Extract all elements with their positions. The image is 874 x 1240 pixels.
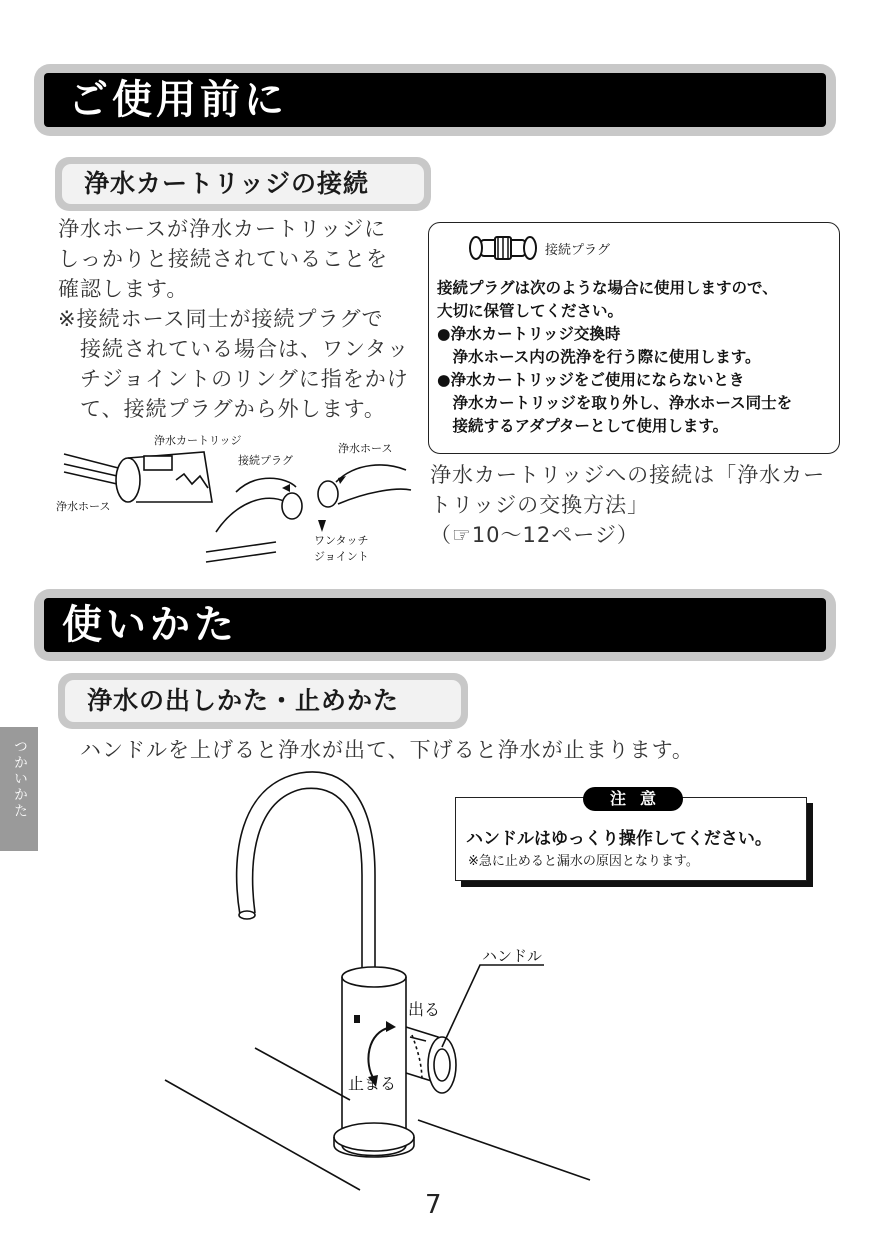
dispense-instructions: ハンドルを上げると浄水が出て、下げると浄水が止まります。: [80, 738, 694, 762]
text-line: 大切に保管してください。: [437, 302, 624, 320]
joint-label-line1: ワンタッチ: [314, 534, 369, 547]
faucet-illustration: [160, 765, 620, 1195]
plug-usage-text: [437, 277, 837, 438]
text-line: て、接続プラグから外します。: [58, 397, 386, 421]
side-tab[interactable]: [0, 727, 38, 851]
section-banner-how-to-use: [34, 589, 836, 661]
reference-text: [430, 460, 850, 550]
text-line: 接続プラグは次のような場合に使用しますので、: [437, 279, 778, 297]
text-line: ●浄水カートリッジをご使用にならないとき: [437, 371, 745, 389]
joint-label-line2: ジョイント: [314, 550, 369, 563]
side-tab-label: つかいかた: [12, 739, 28, 819]
cartridge-label: 浄水カートリッジ: [154, 434, 242, 447]
text-line: ※接続ホース同士が接続プラグで: [58, 307, 384, 331]
caution-badge: 注意: [583, 787, 683, 811]
subsection-title: 浄水の出しかた・止めかた: [87, 686, 400, 715]
handle-label: ハンドル: [482, 947, 543, 965]
hose-label-left: 浄水ホース: [56, 500, 111, 513]
page-number: 7: [425, 1190, 442, 1220]
text-line: 接続するアダプターとして使用します。: [437, 417, 729, 435]
subsection-header-cartridge-connection: [55, 157, 431, 211]
subsection-header-dispense: [58, 673, 468, 729]
plug-illustration-label: 接続プラグ: [238, 454, 293, 467]
caution-main: ハンドルはゆっくり操作してください。: [466, 829, 772, 849]
cartridge-connection-illustration: [56, 432, 426, 572]
text-line: ●浄水カートリッジ交換時: [437, 325, 621, 343]
section-title: 使いかた: [62, 602, 238, 648]
connection-instructions: [58, 214, 428, 424]
plug-label: 接続プラグ: [545, 243, 611, 258]
text-line: 接続されている場合は、ワンタッ: [58, 337, 410, 361]
text-line: 浄水カートリッジへの接続は「浄水カー: [430, 463, 826, 487]
plug-note-box: [428, 222, 840, 454]
close-label: 止まる: [348, 1074, 397, 1093]
text-line: トリッジの交換方法」: [430, 493, 650, 517]
subsection-title: 浄水カートリッジの接続: [84, 169, 370, 198]
text-line: 浄水カートリッジを取り外し、浄水ホース同士を: [437, 394, 793, 412]
section-banner-before-use: [34, 64, 836, 136]
caution-note: ※急に止めると漏水の原因となります。: [468, 854, 699, 869]
connector-plug-icon: [467, 231, 539, 265]
text-line: チジョイントのリングに指をかけ: [58, 367, 409, 391]
text-line: 浄水ホースが浄水カートリッジに: [58, 217, 387, 241]
open-label: 出る: [408, 1000, 441, 1019]
text-line: しっかりと接続されていることを: [58, 247, 388, 271]
text-line: 浄水ホース内の洗浄を行う際に使用します。: [437, 348, 761, 366]
section-title: ご使用前に: [68, 77, 288, 123]
page-reference-link[interactable]: （☞10〜12ページ）: [430, 523, 639, 547]
text-line: 確認します。: [58, 277, 189, 301]
hose-label-right: 浄水ホース: [338, 442, 393, 455]
